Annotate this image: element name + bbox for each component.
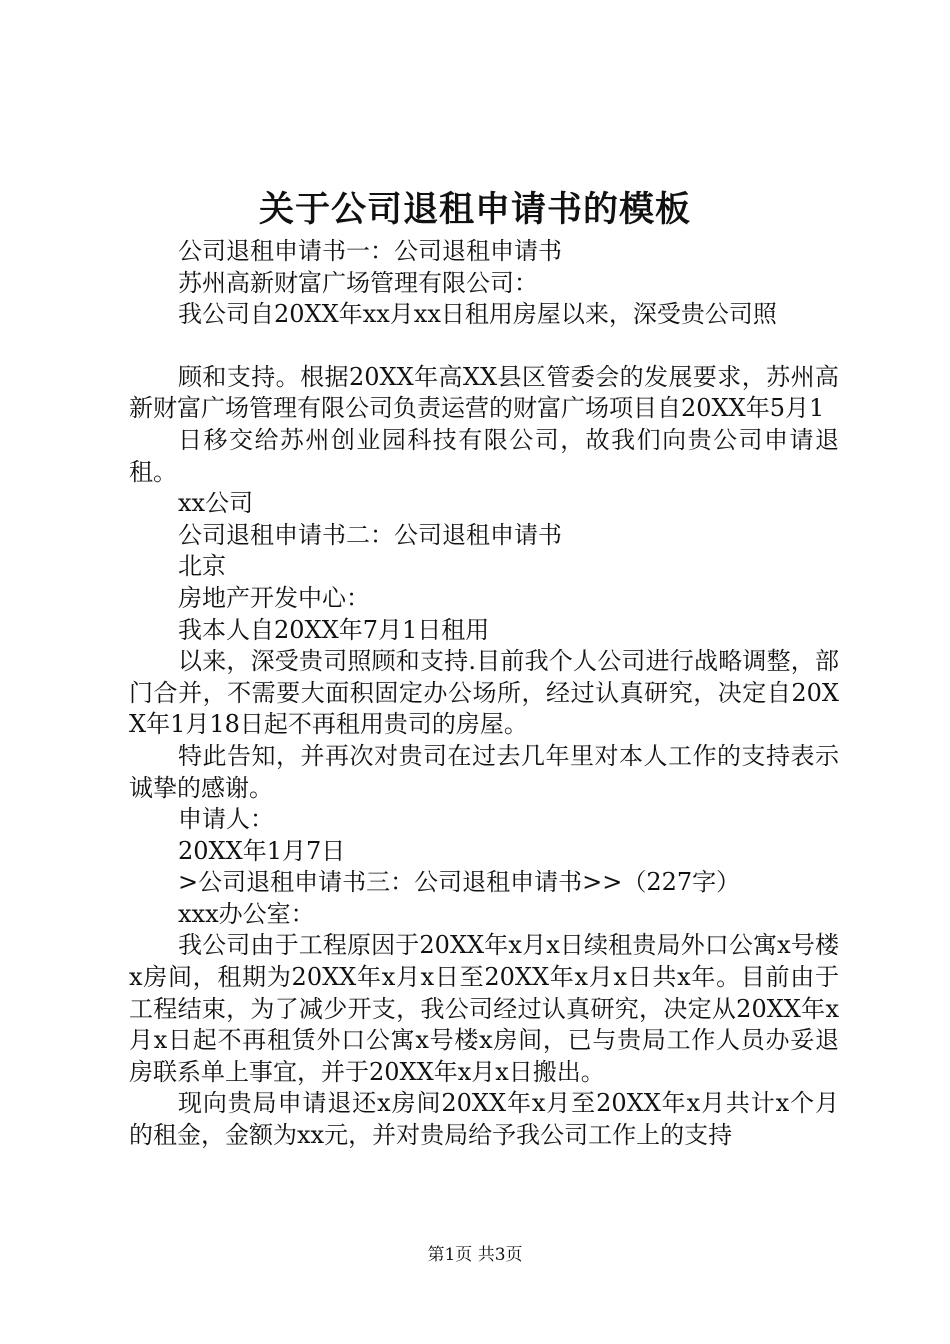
paragraph: xxx办公室： xyxy=(178,899,315,928)
paragraph: 我公司自20XX年xx月xx日租用房屋以来，深受贵公司照 xyxy=(178,300,777,329)
paragraph: 房地产开发中心： xyxy=(178,583,370,612)
paragraph: 20XX年1月7日 xyxy=(178,836,346,865)
paragraph: 我公司由于工程原因于20XX年x月x日续租贵局外口公寓x号楼x房间，租期为20XX年x月x日至20XX年x月x日共x年。目前由于工程结束，为了减少开支，我公司经过认真研究，决定从20XX年x月x日起不再租赁外口公寓x号楼x房间，已与贵局工作人员办妥退房联系单上事宜，并于20XX年x月x日搬出。 xyxy=(129,931,839,1086)
paragraph: 北京 xyxy=(178,552,226,581)
paragraph: >公司退租申请书三：公司退租申请书>>（227字） xyxy=(178,868,741,897)
paragraph: xx公司 xyxy=(178,489,254,518)
document-body xyxy=(129,236,839,1152)
paragraph: 现向贵局申请退还x房间20XX年x月至20XX年x月共计x个月的租金，金额为xx元，并对贵局给予我公司工作上的支持 xyxy=(129,1089,839,1150)
paragraph: 申请人： xyxy=(178,805,274,834)
page-number: 第1页 共3页 xyxy=(427,1245,523,1265)
paragraph: 我本人自20XX年7月1日租用 xyxy=(178,615,490,644)
paragraph: 日移交给苏州创业园科技有限公司，故我们向贵公司申请退租。 xyxy=(129,425,839,486)
document-title: 关于公司退租申请书的模板 xyxy=(258,189,691,230)
paragraph: 苏州高新财富广场管理有限公司： xyxy=(178,268,538,297)
paragraph: 公司退租申请书二：公司退租申请书 xyxy=(178,520,562,549)
paragraph: 公司退租申请书一：公司退租申请书 xyxy=(178,237,562,265)
paragraph: 顾和支持。根据20XX年高XX县区管委会的发展要求，苏州高新财富广场管理有限公司负责运营的财富广场项目自20XX年5月1 xyxy=(129,362,839,423)
paragraph: 以来，深受贵司照顾和支持.目前我个人公司进行战略调整，部门合并，不需要大面积固定办公场所，经过认真研究，决定自20XX年1月18日起不再租用贵司的房屋。 xyxy=(129,647,839,739)
paragraph: 特此告知，并再次对贵司在过去几年里对本人工作的支持表示诚挚的感谢。 xyxy=(129,741,839,802)
